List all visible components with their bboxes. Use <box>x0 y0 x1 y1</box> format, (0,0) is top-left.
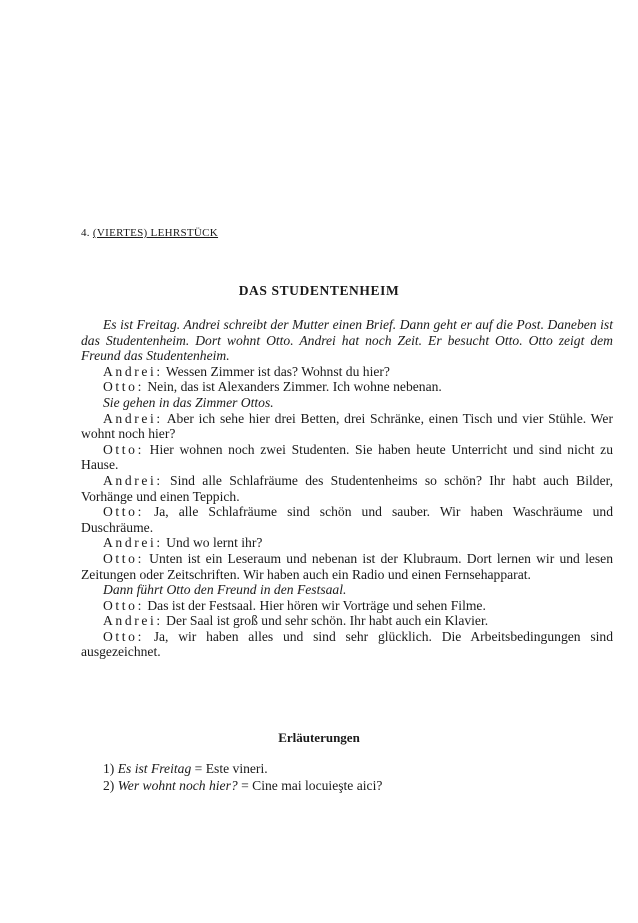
page-title: DAS STUDENTENHEIM <box>238 283 400 298</box>
dialogue-text: Ja, alle Schlafräume sind schön und sauber. Wir haben Waschräume und Duschräume. <box>81 504 613 535</box>
speaker-name: Otto: <box>103 628 144 644</box>
dialogue-line <box>81 379 613 395</box>
dialogue-line <box>81 629 613 660</box>
dialogue-text: Wessen Zimmer ist das? Wohnst du hier? <box>162 363 390 379</box>
dialogue-text: Nein, das ist Alexanders Zimmer. Ich wohne nebenan. <box>143 379 442 395</box>
lesson-number: 4. <box>81 227 90 239</box>
dialogue-line <box>81 364 613 380</box>
lesson-text <box>81 317 613 660</box>
dialogue-text: Der Saal ist groß und sehr schön. Ihr habt auch ein Klavier. <box>162 613 489 629</box>
speaker-name: Otto: <box>103 441 144 457</box>
note-separator: = <box>191 761 206 776</box>
note-romanian: Este vineri. <box>205 761 268 776</box>
dialogue-line <box>81 535 613 551</box>
note-german: Wer wohnt noch hier? <box>117 777 238 793</box>
note-german: Es ist Freitag <box>117 761 192 776</box>
narration-paragraph: Sie gehen in das Zimmer Ottos. <box>103 394 274 410</box>
dialogue-text: Hier wohnen noch zwei Studenten. Sie haben heute Unterricht und sind nicht zu Hause. <box>81 441 613 473</box>
note-item <box>103 778 603 795</box>
speaker-name: Otto: <box>103 597 144 613</box>
note-romanian: Cine mai locuieşte aici? <box>252 777 383 793</box>
dialogue-text: Ja, wir haben alles und sind sehr glücklich. Die Arbeitsbedingungen sind ausgezeichnet. <box>81 628 613 660</box>
note-number: 2) <box>103 777 115 793</box>
lesson-label: (VIERTES) LEHRSTÜCK <box>92 227 219 239</box>
note-separator: = <box>237 777 253 793</box>
dialogue-text: Aber ich sehe hier drei Betten, drei Schränke, einen Tisch und vier Stühle. Wer wohnt noch hier? <box>81 410 613 442</box>
lesson-heading <box>81 227 218 239</box>
dialogue-line <box>81 442 613 473</box>
speaker-name: Otto: <box>103 504 144 520</box>
narration-paragraph: Es ist Freitag. Andrei schreibt der Mutter einen Brief. Dann geht er auf die Post. Daneben ist das Studentenheim. Dort wohnt Otto. Andrei hat noch Zeit. Er besucht Otto. Otto zeigt dem Freund das Studentenheim. <box>81 317 613 364</box>
dialogue-text: Sind alle Schlafräume des Studentenheims so schön? Ihr habt auch Bilder, Vorhänge und einen Teppich. <box>81 472 613 504</box>
note-number: 1) <box>103 761 115 776</box>
speaker-name: Andrei: <box>103 613 163 629</box>
speaker-name: Otto: <box>103 379 144 395</box>
dialogue-line <box>81 551 613 582</box>
speaker-name: Andrei: <box>103 535 163 551</box>
dialogue-text: Das ist der Festsaal. Hier hören wir Vorträge und sehen Filme. <box>143 597 486 613</box>
narration-paragraph: Dann führt Otto den Freund in den Festsaal. <box>103 582 347 598</box>
dialogue-line <box>81 613 613 629</box>
note-item <box>103 761 603 778</box>
dialogue-line <box>81 598 613 614</box>
dialogue-text: Und wo lernt ihr? <box>162 535 263 551</box>
dialogue-line <box>81 473 613 504</box>
speaker-name: Andrei: <box>103 363 163 379</box>
notes-list <box>103 761 603 794</box>
dialogue-line <box>81 504 613 535</box>
dialogue-text: Unten ist ein Leseraum und nebenan ist der Klubraum. Dort lernen wir und lesen Zeitungen oder Zeitschriften. Wir haben auch ein Radio und einen Fernsehapparat. <box>81 550 613 582</box>
speaker-name: Andrei: <box>103 410 163 426</box>
notes-title: Erläuterungen <box>278 730 360 745</box>
speaker-name: Otto: <box>103 550 144 566</box>
speaker-name: Andrei: <box>103 472 163 488</box>
dialogue-line <box>81 411 613 442</box>
